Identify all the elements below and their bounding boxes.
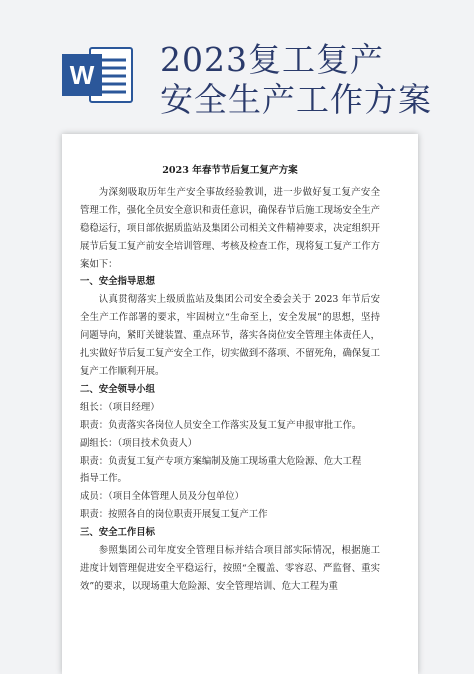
document-page [62,134,418,674]
vice-duty-line2: 指导工作。 [80,473,127,485]
page-title-line1: 2023复工复产 [160,40,384,79]
document-body [80,162,380,596]
members-duty-line: 职责：按照各自的岗位职责开展复工复产工作 [80,509,268,521]
section1-heading: 一、安全指导思想 [80,276,156,288]
leader-line: 组长：（项目经理） [80,401,160,413]
section1-paragraph: 认真贯彻落实上级质监站及集团公司安全委会关于 2023 年节后安全生产工作部署的要求，牢固树立“生命至上，安全发展”的思想，坚持问题导向，紧盯关键装置、重点环节，落实各岗位安全管理主体责任人，扎实做好节后复工复产安全工作，切实做到不落项、不留死角，确保复工复产工作顺利开展。 [80,294,381,377]
section3-paragraph: 参照集团公司年度安全管理目标并结合项目部实际情况，根据施工进度计划管理促进安全平稳运行，按照“全覆盖、零容忍、严监督、重实效”的要求，以现场重大危险源、安全管理培训、危大工程为重 [80,545,380,592]
vice-duty-line1: 职责：负责复工复产专项方案编制及施工现场重大危险源、危大工程 [80,455,362,467]
vice-leader-line: 副组长：（项目技术负责人） [80,437,198,449]
section2-heading: 二、安全领导小组 [80,383,156,395]
word-icon [60,44,136,106]
leader-duty-line: 职责：负责落实各岗位人员安全工作落实及复工复产申报审批工作。 [80,419,362,431]
page-title-line2: 安全生产工作方案 [160,80,432,119]
word-icon-letter: W [69,60,95,90]
section3-heading: 三、安全工作目标 [80,527,156,539]
document-title: 2023 年春节节后复工复产方案 [162,165,298,176]
intro-paragraph: 为深刻吸取历年生产安全事故经验教训，进一步做好复工复产安全管理工作，强化全员安全意识和责任意识，确保春节后施工现场安全生产稳稳运行，项目部依据质监站及集团公司相关文件精神要求，决定组织开展节后复工复产前安全培训管理、考核及检查工作，现将复工复产工作方案如下： [80,186,381,270]
header-banner [0,0,474,130]
members-line: 成员：（项目全体管理人员及分包单位） [80,491,245,503]
